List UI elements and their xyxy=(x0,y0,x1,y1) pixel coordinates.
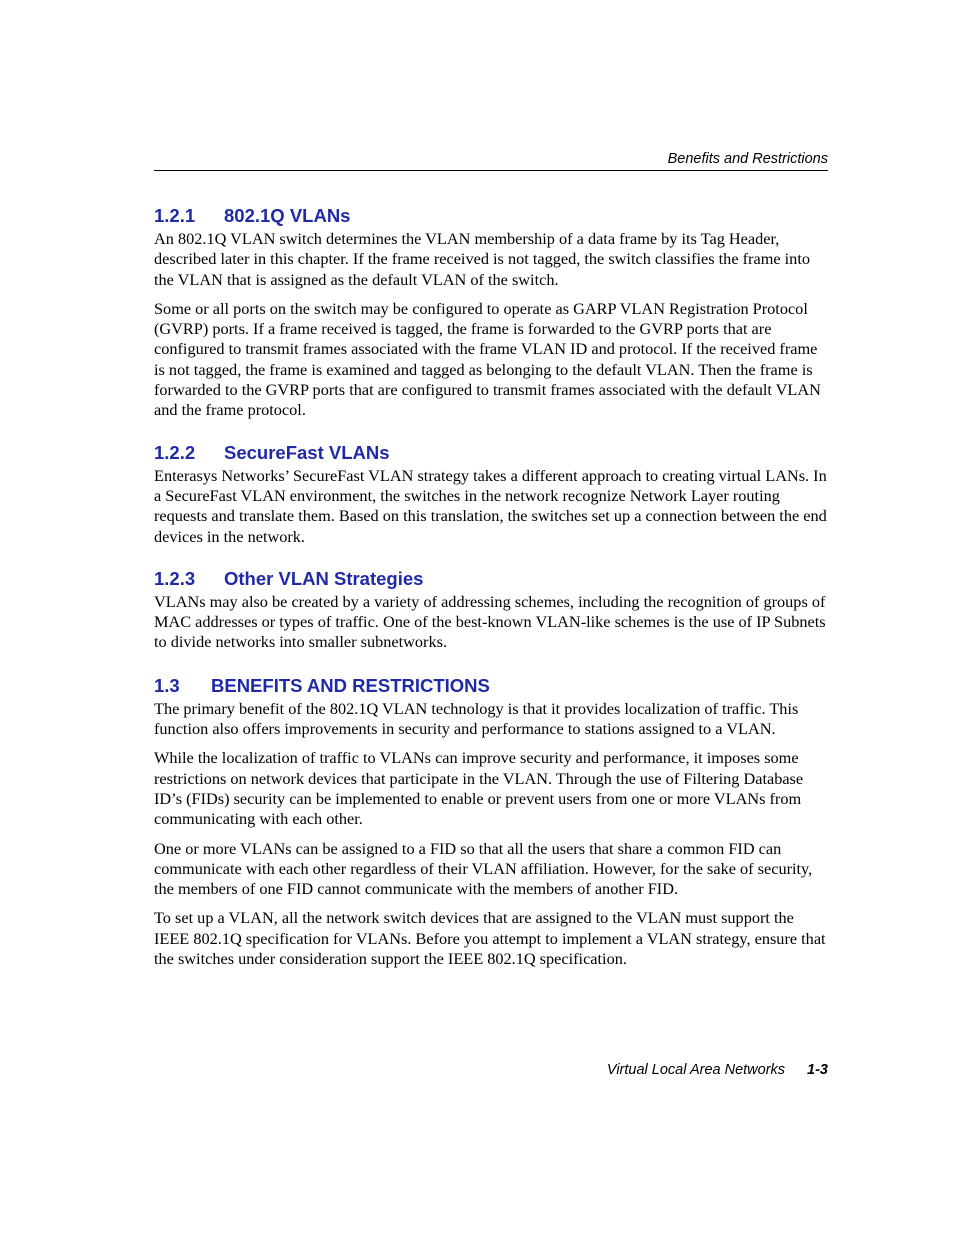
paragraph: VLANs may also be created by a variety of addressing schemes, including the recognition of groups of MAC addresses or types of traffic. One of the best-known VLAN-like schemes is the use of IP Subnets to divide networks into smaller subnetworks. xyxy=(154,591,826,652)
section-number: 1.2.3 xyxy=(154,567,196,589)
paragraph: One or more VLANs can be assigned to a FID so that all the users that share a common FID can communicate with each other regardless of their VLAN affiliation. However, for the sake of security, the members of one FID cannot communicate with the members of another FID. xyxy=(154,838,813,899)
section-number: 1.2.1 xyxy=(154,205,196,226)
footer-doc-title: Virtual Local Area Networks xyxy=(606,1062,786,1078)
section-number: 1.2.2 xyxy=(154,441,196,463)
section-title: SecureFast VLANs xyxy=(224,441,390,463)
page-content xyxy=(154,203,828,978)
paragraph: An 802.1Q VLAN switch determines the VLAN membership of a data frame by its Tag Header, described later in this chapter. If the frame received is not tagged, the switch classifies the frame into the VLAN that is assigned as the default VLAN of the switch. xyxy=(154,229,810,289)
running-header xyxy=(154,150,828,171)
section-heading-1-2-2 xyxy=(154,440,828,466)
section-number: 1.3 xyxy=(154,674,180,696)
running-footer xyxy=(154,1060,828,1080)
paragraph: Some or all ports on the switch may be configured to operate as GARP VLAN Registration Protocol (GVRP) ports. If a frame received is tagged, the frame is forwarded to the GVRP ports that are configured to transmit frames associated with the frame VLAN ID and protocol. If the received frame is not tagged, the frame is examined and tagged as belonging to the default VLAN. Then the frame is forwarded to the GVRP ports that are configured to transmit frames associated with the default VLAN and the frame protocol. xyxy=(154,298,821,420)
section-heading-1-2-1 xyxy=(154,203,828,229)
section-title: Other VLAN Strategies xyxy=(224,567,424,589)
page-number: 1-3 xyxy=(807,1062,828,1078)
paragraph: While the localization of traffic to VLANs can improve security and performance, it imposes some restrictions on network devices that participate in the VLAN. Through the use of Filtering Database ID’s (FIDs) security can be implemented to enable or prevent users from one or more VLANs from communicating with each other. xyxy=(154,748,804,829)
section-heading-1-2-3 xyxy=(154,566,828,592)
section-heading-1-3 xyxy=(154,673,828,699)
section-title: 802.1Q VLANs xyxy=(224,205,351,226)
section-title: BENEFITS AND RESTRICTIONS xyxy=(211,674,490,696)
paragraph: The primary benefit of the 802.1Q VLAN technology is that it provides localization of traffic. This function also offers improvements in security and performance to stations assigned to a VLAN. xyxy=(154,698,799,739)
paragraph: Enterasys Networks’ SecureFast VLAN strategy takes a different approach to creating virtual LANs. In a SecureFast VLAN environment, the switches in the network recognize Network Layer routing requests and translate them. Based on this translation, the switches set up a connection between the end devices in the network. xyxy=(154,465,827,546)
running-header-title: Benefits and Restrictions xyxy=(667,151,828,167)
paragraph: To set up a VLAN, all the network switch devices that are assigned to the VLAN must support the IEEE 802.1Q specification for VLANs. Before you attempt to implement a VLAN strategy, ensure that the switches under consideration support the IEEE 802.1Q specification. xyxy=(154,908,826,969)
